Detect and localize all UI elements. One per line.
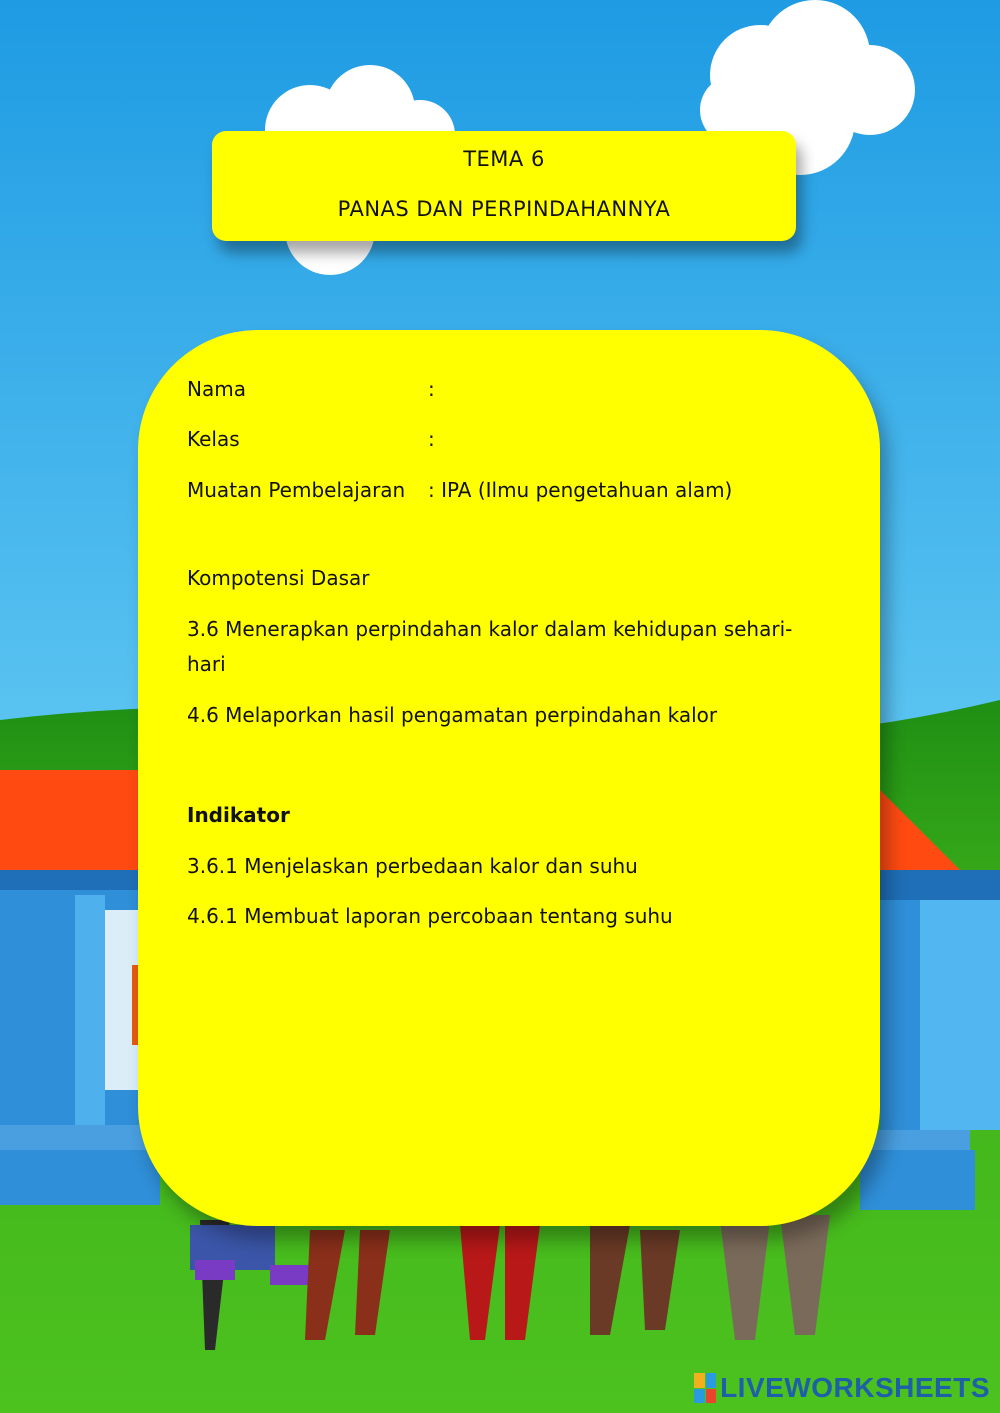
worksheet-card <box>138 330 880 1226</box>
theme-number: TEMA 6 <box>463 147 545 171</box>
liveworksheets-logo-icon <box>694 1373 716 1403</box>
theme-title: PANAS DAN PERPINDAHANNYA <box>337 197 671 221</box>
field-row-kelas <box>187 427 435 451</box>
field-value-kelas[interactable]: : <box>428 427 435 451</box>
field-value-muatan: : IPA (Ilmu pengetahuan alam) <box>428 478 733 502</box>
indikator-item-1: 3.6.1 Menjelaskan perbedaan kalor dan suhu <box>187 854 638 878</box>
watermark-text: LIVEWORKSHEETS <box>720 1372 990 1403</box>
kompetensi-item-2: 4.6 Melaporkan hasil pengamatan perpindahan kalor <box>187 703 718 727</box>
indikator-heading: Indikator <box>187 803 290 827</box>
field-label-nama: Nama <box>187 377 246 401</box>
field-label-kelas: Kelas <box>187 427 240 451</box>
field-label-muatan: Muatan Pembelajaran <box>187 478 406 502</box>
field-value-nama[interactable]: : <box>428 377 435 401</box>
kompetensi-item-1: 3.6 Menerapkan perpindahan kalor dalam kehidupan sehari-hari <box>187 617 793 676</box>
liveworksheets-watermark <box>694 1371 990 1405</box>
title-banner <box>212 131 796 241</box>
field-row-nama <box>187 377 435 401</box>
kompetensi-heading: Kompotensi Dasar <box>187 566 370 590</box>
field-row-muatan <box>187 478 733 502</box>
indikator-item-2: 4.6.1 Membuat laporan percobaan tentang suhu <box>187 904 673 928</box>
